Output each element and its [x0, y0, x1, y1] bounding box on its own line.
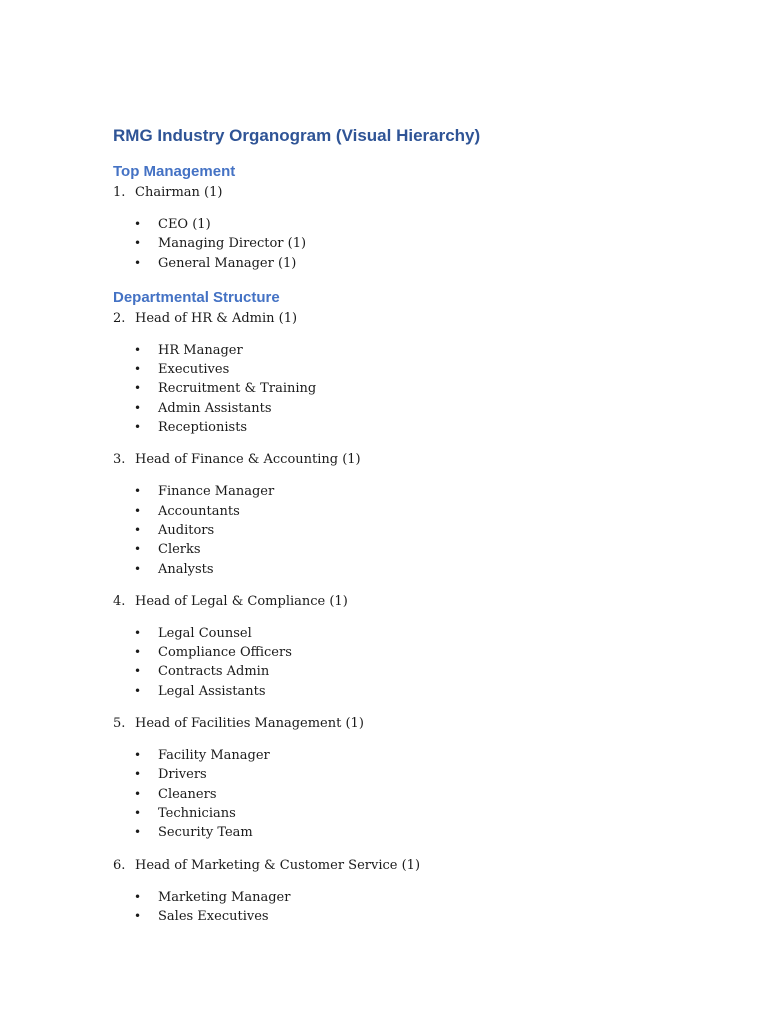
list-item-label: Sales Executives [158, 908, 269, 924]
bullet-icon: • [134, 908, 142, 923]
list-item [113, 215, 673, 234]
item-number: 1. [113, 185, 126, 200]
list-item [113, 823, 673, 842]
list-item [113, 521, 673, 540]
list-item-label: Compliance Officers [158, 645, 292, 661]
item-number: 2. [113, 310, 126, 326]
list-item [113, 254, 673, 273]
bullet-icon: • [134, 381, 142, 396]
bullet-icon: • [134, 664, 142, 679]
bullet-icon: • [134, 786, 142, 801]
list-item [113, 360, 673, 379]
list-item-label: Technicians [158, 805, 236, 821]
bullet-list-hr-admin [113, 341, 673, 437]
bullet-icon: • [134, 400, 142, 415]
list-item [113, 379, 673, 398]
bullet-list-top-management [113, 215, 673, 273]
list-item [113, 643, 673, 662]
list-item-label: Analysts [158, 561, 214, 577]
list-item-label: Drivers [158, 767, 207, 783]
bullet-icon: • [134, 342, 142, 357]
bullet-icon: • [134, 748, 142, 763]
item-number: 4. [113, 593, 126, 609]
list-item [113, 341, 673, 360]
list-item-label: Facility Manager [158, 748, 270, 764]
item-label: Head of Marketing & Customer Service (1) [135, 857, 421, 873]
list-item [113, 907, 673, 926]
list-item-label: Auditors [158, 522, 215, 538]
section-heading-top-management: Top Management [113, 163, 236, 180]
bullet-icon: • [134, 805, 142, 820]
list-item-label: Recruitment & Training [158, 381, 317, 397]
list-item [113, 765, 673, 784]
bullet-list-facilities-management [113, 746, 673, 842]
item-label: Chairman (1) [135, 185, 223, 200]
list-item [113, 624, 673, 643]
bullet-icon: • [134, 561, 142, 576]
bullet-list-legal-compliance [113, 624, 673, 701]
bullet-icon: • [134, 825, 142, 840]
list-item [113, 560, 673, 579]
list-item-label: Marketing Manager [158, 889, 291, 905]
list-item [113, 804, 673, 823]
list-item-label: Contracts Admin [158, 664, 270, 680]
list-item-label: Managing Director (1) [158, 236, 307, 252]
list-item-label: Finance Manager [158, 484, 275, 500]
bullet-icon: • [134, 484, 142, 499]
bullet-list-marketing-customer-service [113, 888, 673, 927]
bullet-icon: • [134, 362, 142, 377]
list-item [113, 418, 673, 437]
bullet-icon: • [134, 255, 142, 270]
numbered-item-hr-admin [113, 309, 673, 328]
list-item [113, 234, 673, 253]
list-item [113, 746, 673, 765]
list-item [113, 785, 673, 804]
numbered-item-chairman [113, 183, 673, 202]
list-item [113, 482, 673, 501]
bullet-icon: • [134, 503, 142, 518]
bullet-icon: • [134, 542, 142, 557]
list-item-label: Executives [158, 362, 230, 378]
list-item [113, 399, 673, 418]
bullet-icon: • [134, 420, 142, 435]
list-item-label: Cleaners [158, 786, 217, 802]
list-item [113, 662, 673, 681]
list-item-label: Clerks [158, 542, 201, 558]
item-label: Head of Finance & Accounting (1) [135, 452, 361, 468]
list-item [113, 502, 673, 521]
item-label: Head of Legal & Compliance (1) [135, 593, 348, 609]
list-item [113, 682, 673, 701]
list-item-label: Admin Assistants [158, 400, 272, 416]
document-title: RMG Industry Organogram (Visual Hierarchy) [113, 126, 481, 145]
bullet-icon: • [134, 217, 142, 231]
list-item-label: General Manager (1) [158, 255, 297, 271]
bullet-icon: • [134, 625, 142, 640]
bullet-list-finance-accounting [113, 482, 673, 578]
list-item-label: Legal Counsel [158, 625, 252, 641]
item-number: 5. [113, 716, 126, 732]
bullet-icon: • [134, 683, 142, 698]
item-number: 6. [113, 857, 126, 873]
bullet-icon: • [134, 236, 142, 251]
list-item-label: Legal Assistants [158, 683, 266, 699]
section-heading-departmental-structure: Departmental Structure [113, 288, 280, 306]
list-item-label: Receptionists [158, 420, 248, 436]
list-item [113, 888, 673, 907]
numbered-item-marketing-customer-service [113, 856, 673, 875]
list-item-label: CEO (1) [158, 217, 211, 232]
item-label: Head of Facilities Management (1) [135, 716, 364, 732]
list-item-label: Security Team [158, 825, 253, 841]
item-label: Head of HR & Admin (1) [135, 310, 298, 326]
bullet-icon: • [134, 889, 142, 904]
bullet-icon: • [134, 767, 142, 782]
list-item-label: HR Manager [158, 342, 243, 358]
list-item-label: Accountants [158, 503, 240, 519]
numbered-item-finance-accounting [113, 450, 673, 469]
bullet-icon: • [134, 645, 142, 660]
item-number: 3. [113, 452, 126, 468]
numbered-item-legal-compliance [113, 592, 673, 611]
list-item [113, 540, 673, 559]
bullet-icon: • [134, 522, 142, 537]
document-page [113, 124, 673, 926]
numbered-item-facilities-management [113, 714, 673, 733]
